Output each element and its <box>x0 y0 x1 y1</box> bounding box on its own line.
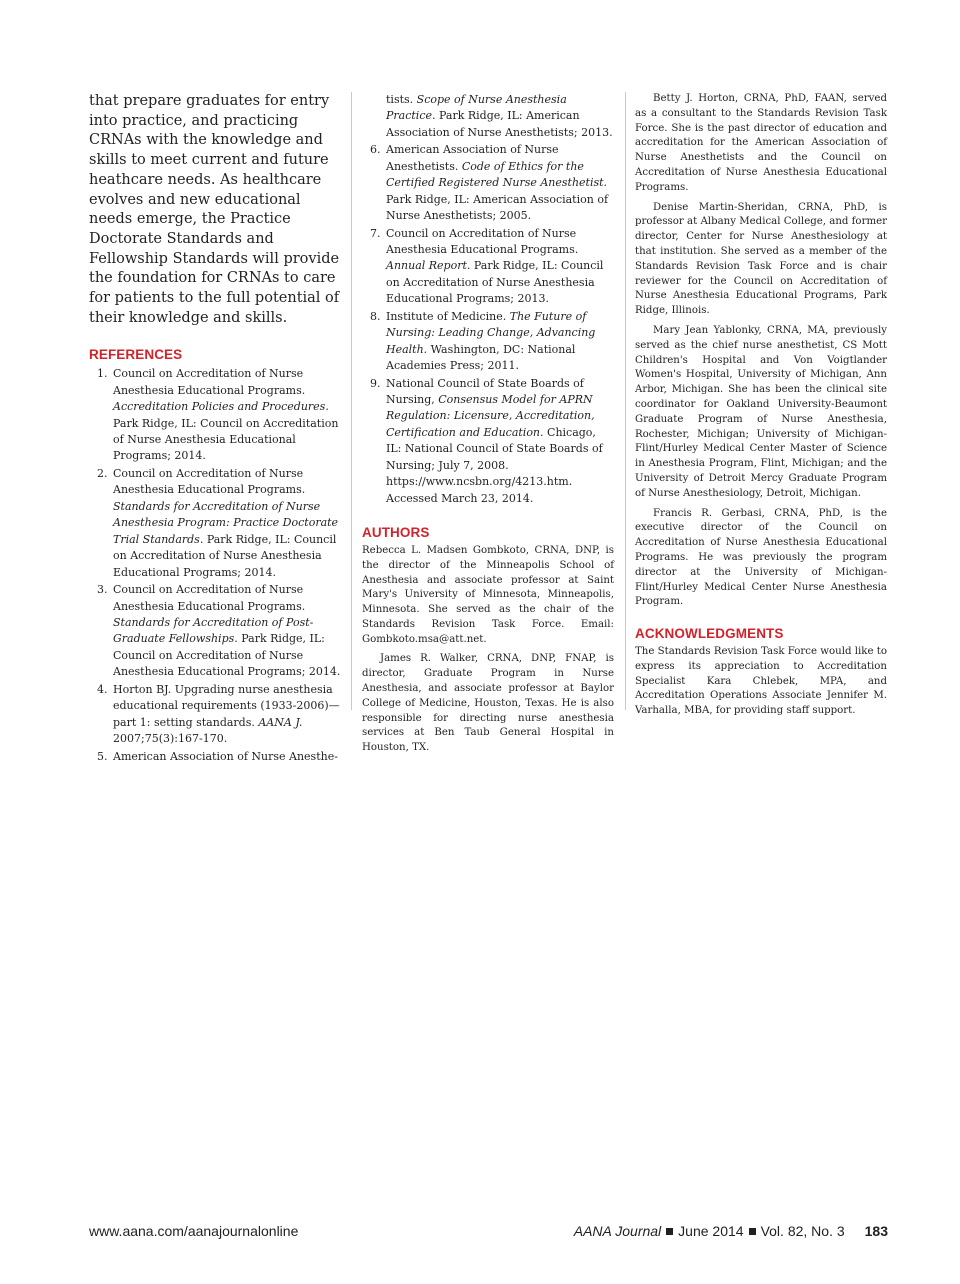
intro-paragraph: that prepare graduates for entry into practice, and practicing CRNAs with the knowledge and skills to meet current and future heathcare needs. As healthcare evolves and new educational needs emerge, the Practice Doctorate Standards and Fellowship Standards will provide the foundation for CRNAs to care for patients to the full potential of their knowledge and skills. <box>89 93 340 326</box>
acknowledgments-heading: ACKNOWLEDGMENTS <box>635 626 784 642</box>
author-bio: Rebecca L. Madsen Gombkoto, CRNA, DNP, is the director of the Minneapolis School of Anesthesia and associate professor at Saint Mary's University of Minnesota, Minneapolis, Minnesota. She served as the chair of the Standards Revision Task Force. Email: Gombkoto.msa@att.net. <box>362 544 614 645</box>
column-divider <box>625 92 626 710</box>
reference-item: 2. Council on Accreditation of Nurse Anesthesia Educational Programs. Standards for Accreditation of Nurse Anesthesia Program: Practice Doctorate Trial Standards. Park Ridge, IL: Council on Accreditation of Nurse Anesthesia Educational Programs; 2014. <box>97 467 339 579</box>
references-list-continued <box>362 92 614 507</box>
square-bullet-icon <box>666 1228 673 1235</box>
author-bio: James R. Walker, CRNA, DNP, FNAP, is director, Graduate Program in Nurse Anesthesia, and associate professor at Baylor College of Medicine, Houston, Texas. He is also responsible for directing nurse anesthesia services at Ben Taub General Hospital in Houston, TX. <box>362 653 614 754</box>
authors-bios-continued <box>635 92 887 610</box>
column-1 <box>89 92 341 766</box>
reference-item: 3. Council on Accreditation of Nurse Anesthesia Educational Programs. Standards for Accreditation of Post-Graduate Fellowships. Park Ridge, IL: Council on Accreditation of Nurse Anesthesia Educational Programs; 2014. <box>97 583 341 679</box>
footer-date: June 2014 <box>678 1223 744 1239</box>
reference-number: 7. <box>370 226 381 240</box>
reference-item: 6. American Association of Nurse Anesthetists. Code of Ethics for the Certified Registered Nurse Anesthetist. Park Ridge, IL: American Association of Nurse Anesthetists; 2005. <box>370 143 609 223</box>
reference-item: 5. American Association of Nurse Anesthe- <box>89 749 341 765</box>
author-bio: Mary Jean Yablonky, CRNA, MA, previously served as the chief nurse anesthetist, CS Mott Children's Hospital and Von Voigtlander Women's Hospital, University of Michigan, Ann Arbor, Michigan. She has been the clinical site coordinator for Oakland University-Beaumont Graduate Program of Nurse Anesthesia, Rochester, Michigan; University of Michigan-Flint/Hurley Medical Center Master of Science in Anesthesia Program, Flint, Michigan; and the University of Detroit Mercy Graduate Program of Nurse Anesthesiology, Detroit, Michigan. <box>635 324 887 499</box>
footer-url: www.aana.com/aanajournalonline <box>89 1223 299 1239</box>
column-2 <box>362 92 614 761</box>
reference-item-5-continued: tists. Scope of Nurse Anesthesia Practice. Park Ridge, IL: American Association of Nurse Anesthetists; 2013. <box>386 93 613 139</box>
reference-number: 4. <box>97 682 108 696</box>
reference-item: 7. Council on Accreditation of Nurse Anesthesia Educational Programs. Annual Report. Park Ridge, IL: Council on Accreditation of Nurse Anesthesia Educational Programs; 2013. <box>370 226 604 306</box>
reference-number: 6. <box>370 143 381 157</box>
reference-number: 8. <box>370 309 381 323</box>
acknowledgments-text: The Standards Revision Task Force would like to express its appreciation to Accreditation Specialist Kara Chlebek, MPA, and Accreditation Operations Associate Jennifer M. Varhalla, MBA, for providing staff support. <box>635 646 887 717</box>
reference-number: 5. <box>97 749 108 763</box>
footer-journal: AANA Journal <box>573 1223 662 1239</box>
authors-bios <box>362 544 614 756</box>
column-divider <box>351 92 352 710</box>
author-bio: Denise Martin-Sheridan, CRNA, PhD, is professor at Albany Medical College, and former director, Center for Nurse Anesthesiology at that institution. She served as a member of the Standards Revision Task Force and is chair reviewer for the Council on Accreditation of Nurse Anesthesia Educational Programs, Park Ridge, Illinois. <box>635 201 887 317</box>
reference-number: 3. <box>97 583 108 597</box>
reference-number: 2. <box>97 467 108 481</box>
author-bio: Betty J. Horton, CRNA, PhD, FAAN, served as a consultant to the Standards Revision Task Force. She is the past director of education and accreditation for the American Association of Nurse Anesthetists and the Council on Accreditation of Nurse Anesthesia Educational Programs. <box>635 93 887 193</box>
reference-number: 9. <box>370 376 381 390</box>
reference-number: 1. <box>97 367 108 381</box>
column-3 <box>635 92 887 724</box>
footer-volume: Vol. 82, No. 3 <box>760 1223 845 1239</box>
reference-item: 9. National Council of State Boards of Nursing, Consensus Model for APRN Regulation: Licensure, Accreditation, Certification and Education. Chicago, IL: National Council of State Boards of Nursing; July 7, 2008. https://www.ncsbn.org/4213.htm. Accessed March 23, 2014. <box>370 376 603 505</box>
references-heading: REFERENCES <box>89 347 183 363</box>
reference-item: 1. Council on Accreditation of Nurse Anesthesia Educational Programs. Accreditation Policies and Procedures. Park Ridge, IL: Council on Accreditation of Nurse Anesthesia Educational Programs; 2014. <box>97 367 339 463</box>
footer-citation <box>574 1223 888 1239</box>
references-list <box>89 366 341 765</box>
reference-item: 4. Horton BJ. Upgrading nurse anesthesia educational requirements (1933-2006)—part 1: setting standards. AANA J. 2007;75(3):167-170. <box>97 682 340 745</box>
square-bullet-icon <box>749 1228 756 1235</box>
authors-heading: AUTHORS <box>362 524 430 540</box>
author-bio: Francis R. Gerbasi, CRNA, PhD, is the executive director of the Council on Accreditation of Nurse Anesthesia Educational Programs. He was previously the program director at the University of Michigan-Flint/Hurley Medical Center Nurse Anesthesia Program. <box>635 507 887 608</box>
page-number: 183 <box>864 1223 888 1239</box>
reference-item: 8. Institute of Medicine. The Future of Nursing: Leading Change, Advancing Health. Washington, DC: National Academies Press; 2011. <box>370 309 596 373</box>
